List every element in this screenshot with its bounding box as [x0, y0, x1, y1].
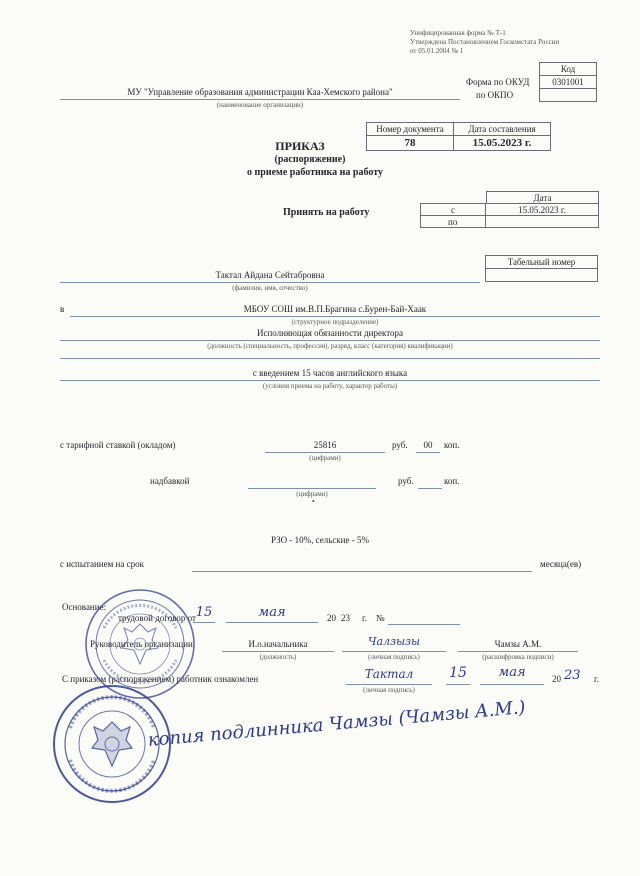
- from-date-value: 15.05.2023 г.: [518, 205, 566, 215]
- salary-value: 25816: [313, 440, 337, 450]
- doc-number-cell: [366, 135, 454, 151]
- order-subtitle: (распоряжение): [274, 154, 346, 165]
- acquaint-month: мая: [498, 665, 526, 680]
- acquaint-signature-rule: [346, 684, 432, 685]
- salary-caption: (цифрами): [309, 454, 341, 462]
- doc-date-label: Дата составления: [468, 124, 536, 134]
- code-header-cell: [539, 62, 597, 76]
- salary-kop-value: 00: [423, 440, 433, 450]
- basis-label: Основание:: [62, 602, 107, 612]
- from-label: с: [451, 205, 455, 215]
- basis-day: 15: [195, 605, 213, 620]
- bonus-kop-rule: [418, 488, 442, 489]
- to-date-cell: [485, 215, 599, 228]
- head-label: Руководитель организации: [90, 639, 193, 649]
- head-decoded-caption: (расшифровка подписи): [482, 653, 554, 661]
- head-decoded: Чамзы А.М.: [494, 639, 542, 649]
- acquaint-signature: Тактал: [364, 667, 414, 681]
- doc-date-cell: [453, 135, 551, 151]
- acquaint-day-rule: [446, 684, 470, 685]
- head-signature: Чалзызы: [368, 635, 420, 648]
- code-label: Код: [560, 64, 576, 74]
- unit-caption: (структурное подразделение): [291, 318, 379, 326]
- basis-year: 23: [341, 613, 350, 623]
- to-label: по: [448, 217, 458, 227]
- acquaint-year-prefix: 20: [552, 674, 561, 684]
- organization-caption: (наименование организации): [216, 101, 304, 109]
- okpo-label: по ОКПО: [476, 90, 514, 100]
- tab-number-header: [485, 255, 598, 269]
- order-subject: о приеме работника на работу: [247, 167, 383, 178]
- acquaint-signature-caption: (личная подпись): [363, 686, 415, 694]
- salary-rule: [265, 452, 385, 453]
- speck-mark: •: [312, 497, 315, 506]
- bonus-rub: руб.: [398, 476, 414, 486]
- to-label-cell: [420, 215, 486, 228]
- salary-rub: руб.: [392, 440, 408, 450]
- acquaint-month-rule: [480, 684, 544, 685]
- date-header-label: Дата: [533, 193, 552, 203]
- form-note-2: Утверждена Постановлением Госкомстата России: [410, 38, 560, 46]
- form-note-1: Унифицированная форма № Т-1: [410, 29, 506, 37]
- unit-prefix: в: [60, 304, 65, 314]
- okpo-cell: [539, 88, 597, 102]
- doc-number-label: Номер документа: [376, 124, 444, 134]
- basis-day-rule: [193, 622, 215, 623]
- position-title: Исполняющая обязанности директора: [256, 328, 404, 338]
- basis-month: мая: [258, 605, 286, 620]
- basis-month-rule: [226, 622, 318, 623]
- head-signature-caption: (личная подпись): [368, 653, 420, 661]
- basis-year-prefix: 20: [327, 613, 336, 623]
- salary-kop: коп.: [444, 440, 460, 450]
- acquaint-year-suffix: г.: [594, 674, 599, 684]
- head-signature-rule: [342, 651, 446, 652]
- acquaint-year: 23: [564, 668, 581, 683]
- bonus-kop: коп.: [444, 476, 460, 486]
- tab-number-cell: [485, 268, 598, 282]
- okud-label: Форма по ОКУД: [466, 77, 530, 87]
- basis-number-rule: [388, 624, 460, 625]
- probation-label: с испытанием на срок: [60, 559, 144, 569]
- doc-number-value: 78: [404, 137, 416, 149]
- position-title-caption: (должность (специальность, профессия), разряд, класс (категория) квалификации): [207, 342, 453, 350]
- acquaint-label: С приказом (распоряжением) работник ознакомлен: [62, 674, 259, 684]
- okud-value: 0301001: [552, 77, 584, 87]
- organization-name: МУ "Управление образования администрации Каа-Хемского района": [127, 87, 393, 97]
- organization-rule: [60, 99, 460, 100]
- conditions-caption: (условия приема на работу, характер работы): [262, 382, 398, 390]
- unit-name: МБОУ СОШ им.В.П.Брагина с.Бурен-Бай-Хаак: [243, 304, 427, 314]
- doc-date-header: [453, 122, 551, 136]
- probation-rule: [192, 571, 532, 572]
- head-decoded-rule: [458, 651, 578, 652]
- tab-number-label: Табельный номер: [507, 257, 576, 267]
- bonus-rule: [248, 488, 376, 489]
- hire-label: Принять на работу: [283, 207, 370, 218]
- seal-stamp-icon-2: [52, 684, 172, 804]
- salary-kop-rule: [416, 452, 440, 453]
- head-position-caption: (должность): [259, 653, 297, 661]
- form-note-3: от 05.01.2004 № 1: [410, 47, 464, 55]
- hire-conditions: с введением 15 часов английского языка: [252, 368, 408, 378]
- conditions-rule: [60, 380, 600, 381]
- head-position: И.о.начальника: [248, 639, 308, 649]
- basis-contract: трудовой договор от: [118, 613, 196, 623]
- employee-name: Тактал Айдана Сейтабровна: [215, 270, 325, 280]
- probation-unit: месяца(ев): [540, 559, 582, 569]
- unit-rule: [70, 316, 600, 317]
- position-title-rule: [60, 340, 600, 341]
- blank-rule-1: [60, 358, 600, 359]
- bonus-label: надбавкой: [150, 476, 190, 486]
- employee-name-caption: (фамилия, имя, отчество): [232, 284, 308, 292]
- basis-number-label: №: [376, 613, 385, 623]
- order-title: ПРИКАЗ: [275, 139, 325, 153]
- salary-extra: РЗО - 10%, сельские - 5%: [271, 535, 369, 545]
- doc-number-header: [366, 122, 454, 136]
- employee-name-rule: [60, 282, 480, 283]
- doc-date-value: 15.05.2023 г.: [472, 137, 532, 149]
- head-position-rule: [222, 651, 334, 652]
- okud-cell: [539, 75, 597, 89]
- salary-label: с тарифной ставкой (окладом): [60, 440, 176, 450]
- bonus-caption: (цифрами): [296, 490, 328, 498]
- basis-year-suffix: г.: [362, 613, 367, 623]
- acquaint-day: 15: [449, 665, 467, 681]
- handwritten-certification: копия подлинника Чамзы (Чамзы А.М.): [147, 697, 527, 751]
